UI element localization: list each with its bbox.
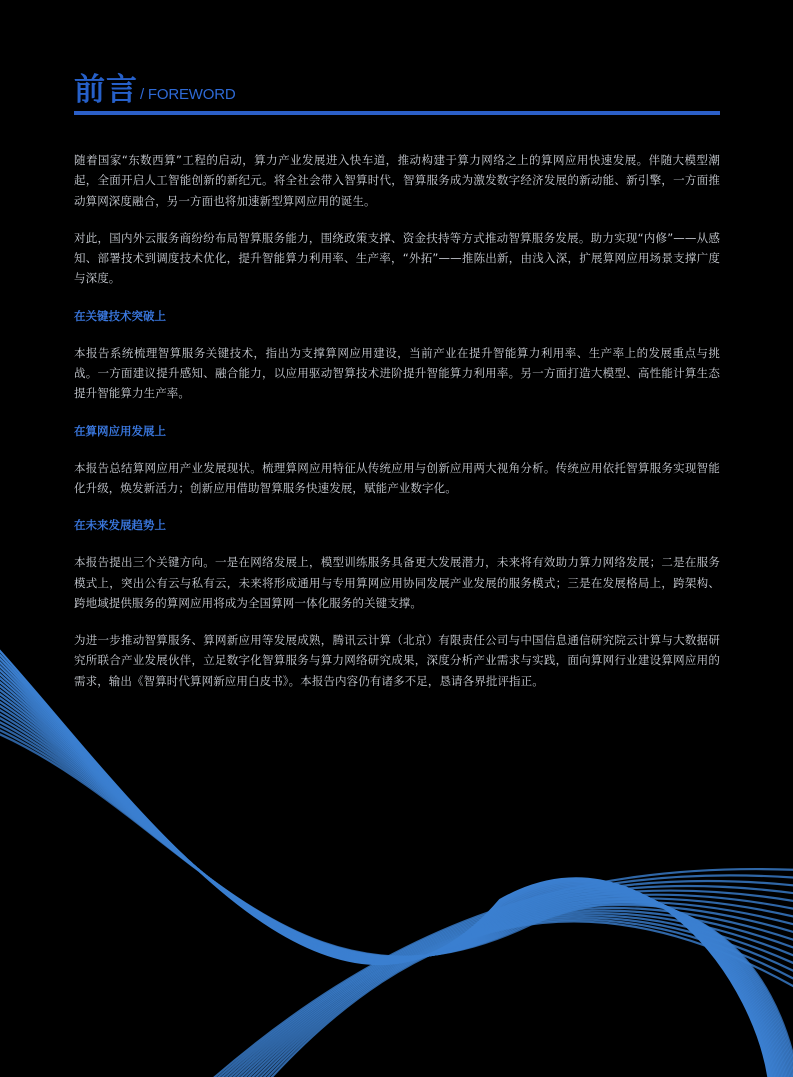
wave-line: [0, 657, 776, 1077]
wave-line: [0, 674, 781, 1077]
subheading-key-technology: 在关键技术突破上: [74, 308, 166, 323]
paragraph-closing: 为进一步推动智算服务、算网新应用等发展成熟，腾讯云计算（北京）有限责任公司与中国信息通信研究院云计算与大数据研究所联合产业发展伙伴，立足数字化智算服务与算力网络研究成果，深度分析产业需求与实践，面向算网行业建设算网应用的需求，输出《智算时代算网新应用白皮书》。本报告内容仍有诸多不足，恳请各界批评指正。: [74, 633, 720, 688]
paragraph-trends: 本报告提出三个关键方向。一是在网络发展上，模型训练服务具备更大发展潜力，未来将有效助力算力网络发展；二是在服务模式上，突出公有云与私有云，未来将形成通用与专用算网应用协同发展产业发展的服务模式；三是在发展格局上，跨架构、跨地域提供服务的算网应用将成为全国算网一体化服务的关键支撑。: [74, 555, 720, 610]
wave-line: [0, 653, 774, 1077]
page-header: [74, 70, 720, 116]
page-title: 前言: [74, 72, 138, 108]
wave-line: [0, 700, 790, 1077]
wave-line: [0, 649, 773, 1077]
wave-line: [0, 717, 793, 1077]
wave-line: [0, 644, 771, 1077]
subheading-trends: 在未来发展趋势上: [74, 518, 166, 533]
wave-line: [0, 709, 793, 1077]
wave-line: [0, 666, 779, 1077]
paragraph-application: 本报告总结算网应用产业发展现状。梳理算网应用特征从传统应用与创新应用两大视角分析。传统应用依托智算服务实现智能化升级，焕发新活力；创新应用借助智算服务快速发展，赋能产业数字化。: [74, 460, 720, 495]
subheading-application: 在算网应用发展上: [74, 423, 166, 438]
wave-line: [0, 691, 787, 1077]
page-subtitle-en: / FOREWORD: [140, 86, 236, 103]
paragraph-industry: 对此，国内外云服务商纷纷布局智算服务能力，围绕政策支撑、资金扶持等方式推动智算服务发展。助力实现“内修”——从感知、部署技术到调度技术优化，提升智能算力利用率、生产率，“外拓”——推陈出新，由浅入深，扩展算网应用场景支撑广度与深度。: [74, 230, 720, 286]
wave-line: [0, 661, 777, 1077]
paragraph-intro: 随着国家“东数西算”工程的启动，算力产业发展进入快车道，推动构建于算力网络之上的算网应用快速发展。伴随大模型潮起，全面开启人工智能创新的新纪元。将全社会带入智算时代，智算服务成为激发数字经济发展的新动能、新引擎，一方面推动算网深度融合，另一方面也将加速新型算网应用的诞生。: [74, 153, 720, 208]
wave-line: [0, 726, 793, 1077]
header-divider: [74, 111, 720, 115]
wave-line: [0, 683, 784, 1077]
paragraph-key-technology: 本报告系统梳理智算服务关键技术，指出为支撑算网应用建设，当前产业在提升智能算力利用率、生产率上的发展重点与挑战。一方面建议提升感知、融合能力，以应用驱动智算技术进阶提升智能算力利用率。另一方面打造大模型、高性能计算生态提升智能算力生产率。: [74, 345, 720, 401]
foreword-content: [74, 150, 720, 708]
